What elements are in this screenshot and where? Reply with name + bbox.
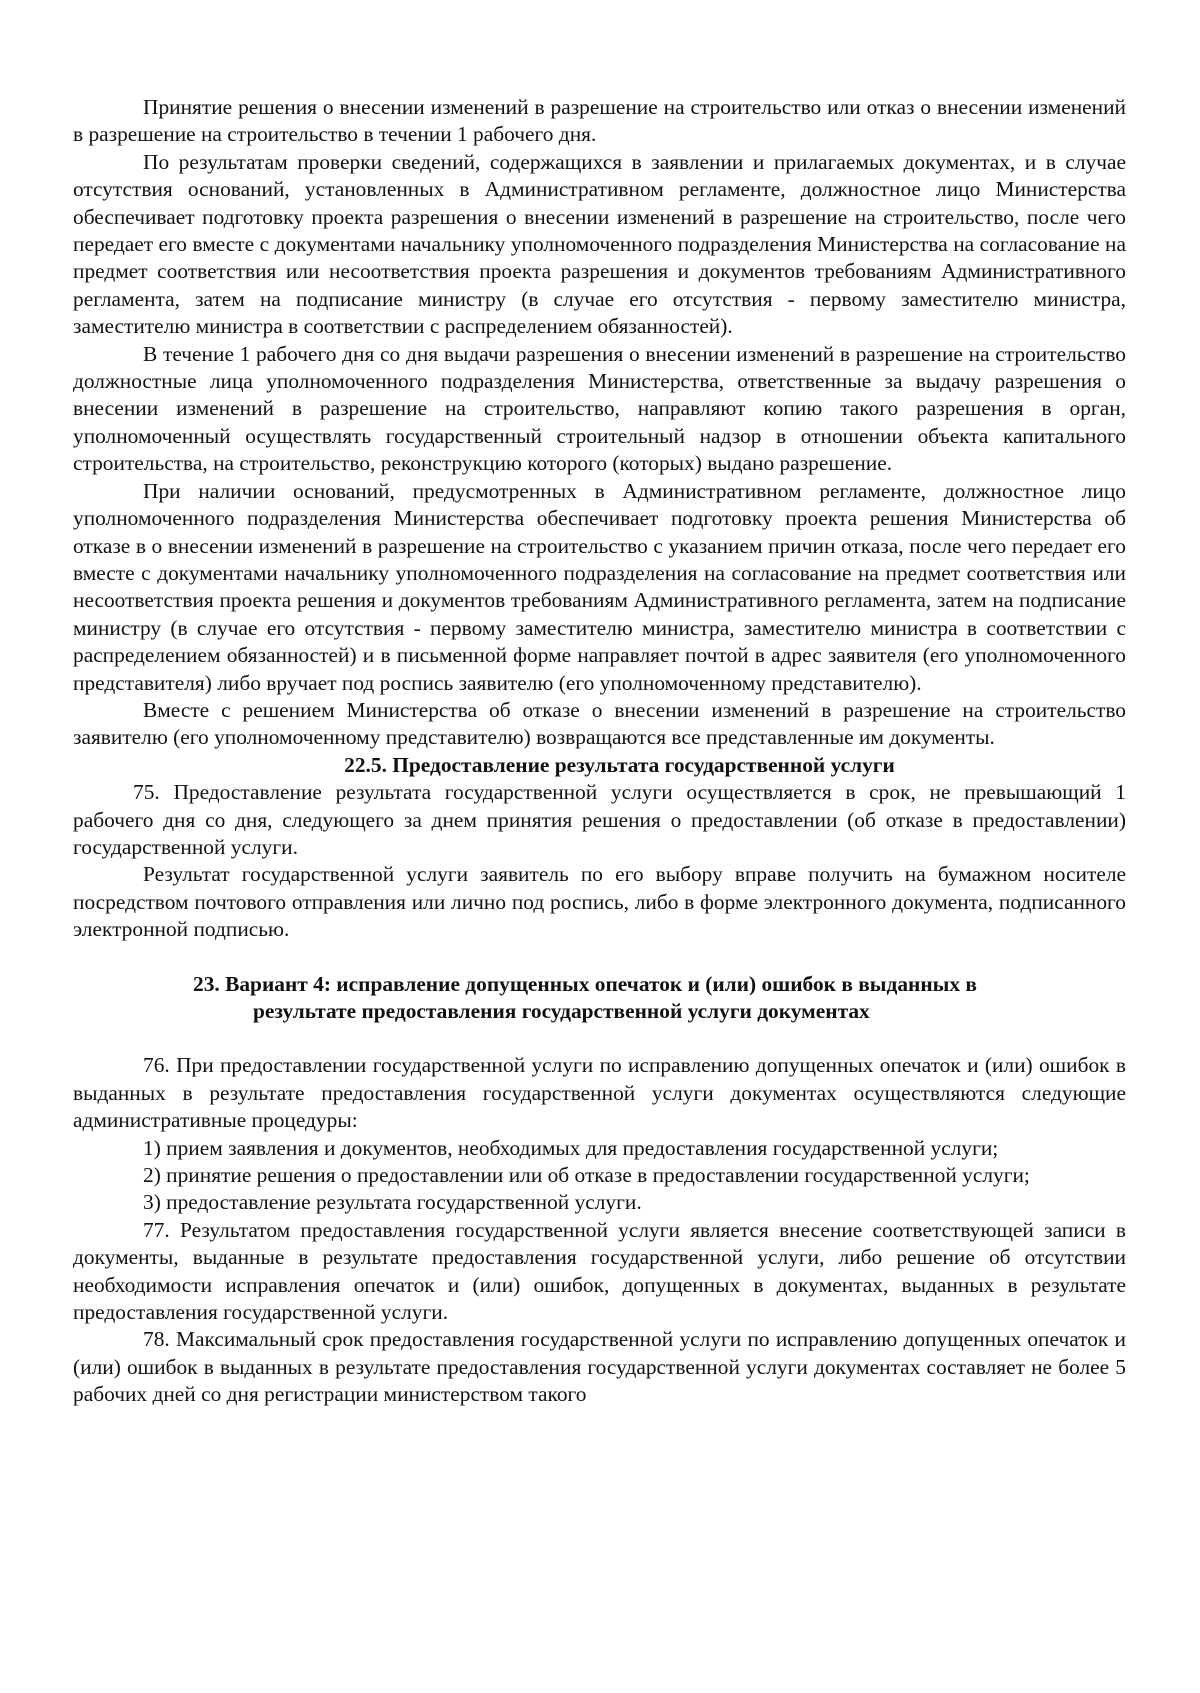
paragraph-result-delivery: Результат государственной услуги заявитель по его выбору вправе получить на бумажном носителе посредством почтового отправления или лично под роспись, либо в форме электронного документа, подписанного электронной подписью. <box>73 862 1126 942</box>
paragraph-decision-timing: Принятие решения о внесении изменений в разрешение на строительство или отказ о внесении изменений в разрешение на строительство в течении 1 рабочего дня. <box>73 95 1126 147</box>
list-item-procedure-2: 2) принятие решения о предоставлении или об отказе в предоставлении государственной услуги; <box>143 1163 1030 1188</box>
list-item-procedure-3: 3) предоставление результата государственной услуги. <box>143 1190 642 1215</box>
paragraph-refusal-grounds: При наличии оснований, предусмотренных в Административном регламенте, должностное лицо уполномоченного подразделения Министерства обеспечивает подготовку проекта решения Министерства об отказе в о внесении изменений в разрешение на строительство с указанием причин отказа, после чего передает его вместе с документами начальнику уполномоченного подразделения на согласование на предмет соответствия или несоответствия проекта решения и документов требованиям Административного регламента, затем на подписание министру (в случае его отсутствия - первому заместителю министра, заместителю министра в соответствии с распределением обязанностей) и в письменной форме направляет почтой в адрес заявителя (его уполномоченного представителя) либо вручает под роспись заявителю (его уполномоченному представителю). <box>73 478 1126 695</box>
paragraph-documents-returned: Вместе с решением Министерства об отказе о внесении изменений в разрешение на строительство заявителю (его уполномоченному представителю) возвращаются все представленные им документы. <box>73 697 1126 750</box>
section-23-title-line1: 23. Вариант 4: исправление допущенных опечаток и (или) ошибок в выданных в <box>193 971 977 996</box>
section-22-5-title: 22.5. Предоставление результата государственной услуги <box>344 752 895 777</box>
paragraph-75: 75. Предоставление результата государственной услуги осуществляется в срок, не превышающий 1 рабочего дня со дня, следующего за днем принятия решения о предоставлении (об отказе в предоставлении) государственной услуги. <box>73 780 1126 859</box>
section-23-title <box>73 971 1126 1026</box>
paragraph-77: 77. Результатом предоставления государственной услуги является внесение соответствующей записи в документы, выданные в результате предоставления государственной услуги, либо решение об отсутствии необходимости исправления опечаток и (или) ошибок, допущенных в документах, выданных в результате предоставления государственной услуги. <box>73 1217 1126 1325</box>
section-23-title-line2: результате предоставления государственной услуги документах <box>253 999 870 1023</box>
paragraph-76: 76. При предоставлении государственной услуги по исправлению допущенных опечаток и (или) ошибок в выданных в результате предоставления государственной услуги документах осуществляются следующие административные процедуры: <box>73 1053 1126 1133</box>
paragraph-verification-results: По результатам проверки сведений, содержащихся в заявлении и прилагаемых документах, и в случае отсутствия оснований, установленных в Административном регламенте, должностное лицо Министерства обеспечивает подготовку проекта разрешения о внесении изменений в разрешение на строительство, после чего передает его вместе с документами начальнику уполномоченного подразделения Министерства на согласование на предмет соответствия или несоответствия проекта разрешения и документов требованиям Административного регламента, затем на подписание министру (в случае его отсутствия - первому заместителю министра, заместителю министра в соответствии с распределением обязанностей). <box>73 149 1126 339</box>
paragraph-copy-to-supervision: В течение 1 рабочего дня со дня выдачи разрешения о внесении изменений в разрешение на строительство должностные лица уполномоченного подразделения Министерства, ответственные за выдачу разрешения о внесении изменений в разрешение на строительство, направляют копию такого разрешения в орган, уполномоченный осуществлять государственный строительный надзор в отношении объекта капитального строительства, на строительство, реконструкцию которого (которых) выдано разрешение. <box>73 341 1126 476</box>
list-item-procedure-1: 1) прием заявления и документов, необходимых для предоставления государственной услуги; <box>143 1135 999 1160</box>
paragraph-78: 78. Максимальный срок предоставления государственной услуги по исправлению допущенных опечаток и (или) ошибок в выданных в результате предоставления государственной услуги документах составляет не более 5 рабочих дней со дня регистрации министерством такого <box>73 1327 1126 1407</box>
